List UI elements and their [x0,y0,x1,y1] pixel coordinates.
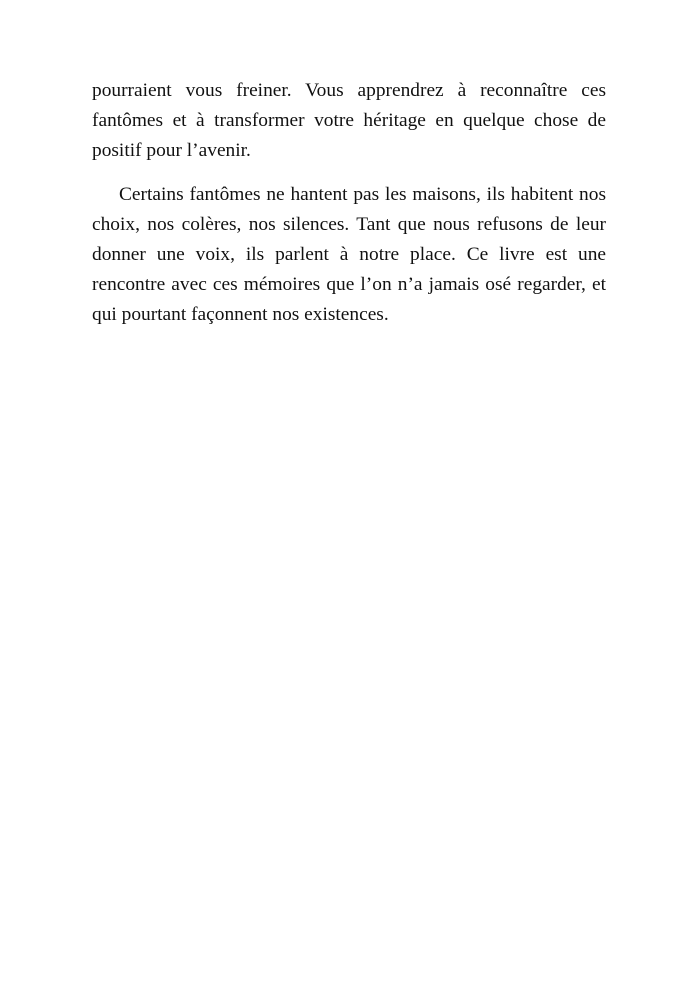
paragraph-continuation: pourraient vous freiner. Vous apprendrez à reconnaître ces fantômes et à transformer votre héritage en quelque chose de positif pour l’avenir. [92,80,606,161]
paragraph-ghosts: Certains fantômes ne hantent pas les maisons, ils habitent nos choix, nos colères, nos silences. Tant que nous refusons de leur donner une voix, ils parlent à notre place. Ce livre est une rencontre avec ces mémoires que l’on n’a jamais osé regarder, et qui pourtant façonnent nos existences. [92,184,606,325]
